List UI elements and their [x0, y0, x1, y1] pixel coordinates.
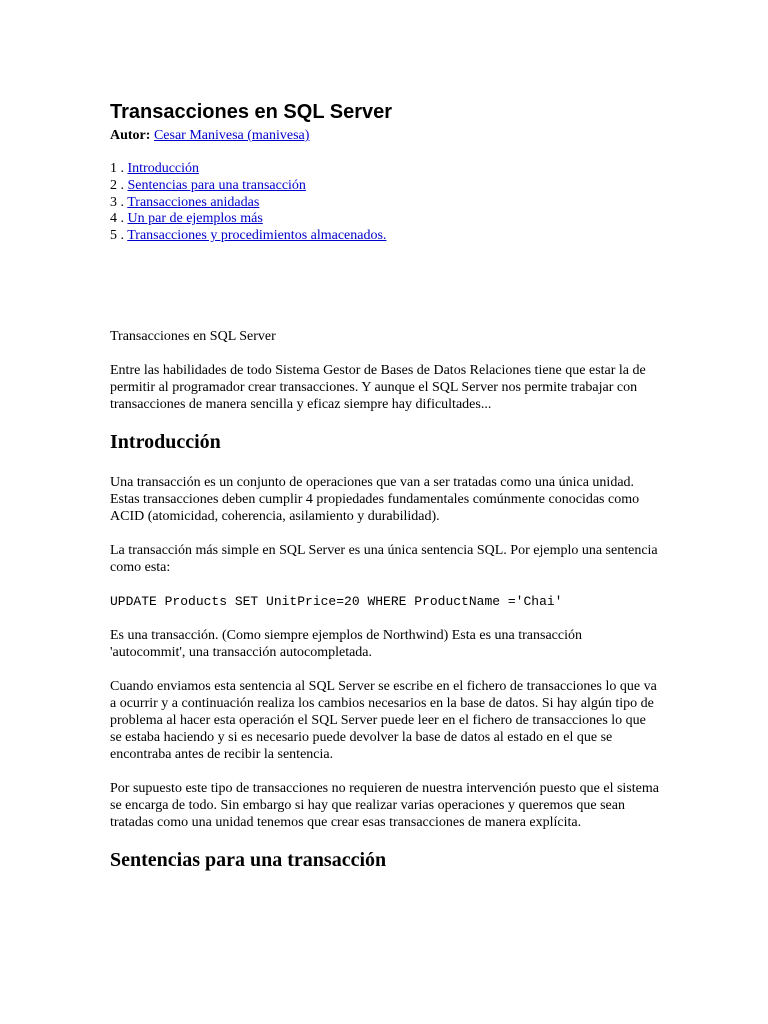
- toc-link-introduccion[interactable]: Introducción: [127, 161, 200, 176]
- code-sample: UPDATE Products SET UnitPrice=20 WHERE ProductName ='Chai': [110, 594, 563, 609]
- intro-paragraph: Entre las habilidades de todo Sistema Gestor de Bases de Datos Relaciones tiene que estar la de permitir al programador crear transacciones. Y aunque el SQL Server nos permite trabajar con transacciones de manera sencilla y eficaz siempre hay dificultades...: [110, 363, 646, 412]
- author-label: Autor:: [110, 128, 151, 143]
- toc-link-ejemplos[interactable]: Un par de ejemplos más: [127, 211, 263, 227]
- table-of-contents: [110, 161, 386, 245]
- toc-number: 3 .: [110, 194, 124, 210]
- toc-number: 4 .: [110, 211, 124, 227]
- section-heading-introduccion: Introducción: [110, 431, 221, 453]
- toc-number: 2 .: [110, 177, 124, 193]
- toc-item: [110, 211, 386, 228]
- toc-link-anidadas[interactable]: Transacciones anidadas: [127, 194, 260, 210]
- toc-item: [110, 161, 386, 178]
- article-subtitle: Transacciones en SQL Server: [110, 329, 276, 344]
- section-heading-sentencias: Sentencias para una transacción: [110, 849, 387, 871]
- paragraph: Por supuesto este tipo de transacciones no requieren de nuestra intervención puesto que el sistema se encarga de todo. Sin embargo si hay que realizar varias operaciones y queremos que sean tratadas como una unidad tenemos que crear esas transacciones de manera explícita.: [110, 781, 659, 830]
- author-link[interactable]: Cesar Manivesa (manivesa): [153, 128, 310, 143]
- paragraph: La transacción más simple en SQL Server es una única sentencia SQL. Por ejemplo una sentencia como esta:: [110, 543, 658, 575]
- toc-number: 5 .: [110, 228, 124, 244]
- page-title: Transacciones en SQL Server: [110, 101, 393, 123]
- article-body: [110, 328, 660, 892]
- toc-item: [110, 195, 386, 212]
- toc-link-procedimientos[interactable]: Transacciones y procedimientos almacenados.: [127, 228, 387, 244]
- toc-item: [110, 178, 386, 195]
- toc-link-sentencias[interactable]: Sentencias para una transacción: [127, 177, 306, 193]
- author-line: [110, 127, 309, 144]
- paragraph: Es una transacción. (Como siempre ejemplos de Northwind) Esta es una transacción 'autocommit', una transacción autocompletada.: [110, 628, 582, 660]
- toc-item: [110, 228, 386, 245]
- toc-number: 1 .: [110, 161, 124, 176]
- paragraph: Una transacción es un conjunto de operaciones que van a ser tratadas como una única unidad. Estas transacciones deben cumplir 4 propiedades fundamentales comúnmente conocidas como ACID (atomicidad, coherencia, asilamiento y durabilidad).: [110, 475, 640, 524]
- paragraph: Cuando enviamos esta sentencia al SQL Server se escribe en el fichero de transacciones lo que va a ocurrir y a continuación realiza los cambios necesarios en la base de datos. Si hay algún tipo de problema al hacer esta operación el SQL Server puede leer en el fichero de transacciones lo que se estaba haciendo y si es necesario puede devolver la base de datos al estado en el que se encontraba antes de recibir la sentencia.: [110, 679, 657, 762]
